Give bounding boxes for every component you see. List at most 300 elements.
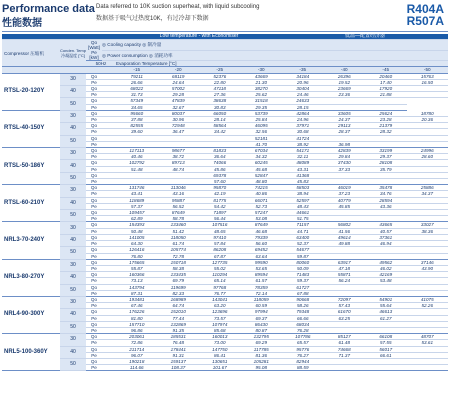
pe-label: Pe [86, 290, 102, 296]
pe-value: 53.61 [407, 340, 449, 346]
qo-value: 35478 [365, 185, 407, 191]
pe-value: 72.14 [241, 290, 283, 296]
pe-value: 59.87 [282, 253, 324, 259]
pe-value: 67.46 [116, 303, 158, 309]
pe-value: 53.08 [241, 216, 283, 222]
pe-value: 17.40 [365, 79, 407, 85]
pe-value: 66.66 [282, 315, 324, 321]
qo-value: 117113 [116, 148, 158, 154]
pe-value: 43.16 [158, 191, 200, 197]
qo-value: 118689 [116, 197, 158, 203]
pe-value: 28.60 [407, 154, 449, 160]
qo-value: 98677 [158, 148, 200, 154]
pe-label: Pe [86, 117, 102, 123]
pe-value: 114.66 [116, 365, 158, 371]
qo-value: 79339 [241, 234, 283, 240]
qo-value: 86430 [241, 321, 283, 327]
pe-value: 41.56 [324, 228, 366, 234]
qo-value: 80037 [158, 110, 200, 116]
cond-temp-value: 50 [60, 247, 86, 259]
qo-label: Qo [86, 334, 102, 340]
page-header [0, 0, 450, 34]
qo-label: Qo [86, 197, 102, 203]
pe-label: Pe [86, 303, 102, 309]
qo-value: 82944 [282, 358, 324, 364]
qo-value: 90668 [282, 296, 324, 302]
qo-value: 37971 [282, 123, 324, 129]
pe-label: Pe [86, 129, 102, 135]
qo-value: 95660 [116, 110, 158, 116]
qo-row [2, 160, 448, 166]
qo-value: 119699 [158, 284, 200, 290]
pe-value: 38.36 [407, 228, 449, 234]
cond-temp-value: 30 [60, 185, 86, 197]
pe-value: 61.57 [241, 278, 283, 284]
qo-value: 175665 [116, 259, 158, 265]
pe-label: Pe [86, 340, 102, 346]
qo-label: Qo [86, 321, 102, 327]
pe-value: 62.89 [116, 216, 158, 222]
pe-value: 38.92 [282, 141, 324, 147]
qo-value: 47839 [158, 98, 200, 104]
pe-value: 45.86 [199, 166, 241, 172]
model-name: NRL4-90-300Y [2, 296, 60, 333]
cond-temp-value: 30 [60, 110, 86, 122]
qo-value: 143794 [116, 284, 158, 290]
cond-temp-value: 40 [60, 346, 86, 358]
pe-value: 61.74 [158, 241, 200, 247]
pe-value: 50.48 [116, 228, 158, 234]
qo-label: Qo [86, 110, 102, 116]
qo-value: 46019 [324, 185, 366, 191]
pe-value: 73.13 [116, 278, 158, 284]
qo-label: Qo [86, 259, 102, 265]
pe-value: 76.80 [116, 253, 158, 259]
cond-temp-header: Conden. Temp 冷凝温度 [°C] [60, 40, 86, 67]
header-divider [2, 31, 448, 32]
cond-temp-value: 50 [60, 210, 86, 222]
pe-value: 57.43 [324, 303, 366, 309]
band-right-label: 低温—配置经济器 [282, 34, 448, 40]
qo-value: 37146 [407, 259, 449, 265]
pe-value: 40.57 [365, 228, 407, 234]
model-name: RTSL-20-120Y [2, 73, 60, 110]
qo-value: 105774 [158, 247, 200, 253]
pe-value: 29.37 [365, 154, 407, 160]
qo-label: Qo [86, 272, 102, 278]
pe-value: 57.37 [116, 203, 158, 209]
qo-value: 107516 [199, 222, 241, 228]
qo-value: 41724 [282, 135, 324, 141]
pe-value: 23.36 [324, 92, 366, 98]
pe-value: 69.29 [241, 340, 283, 346]
pe-value: 25.84 [241, 117, 283, 123]
qo-value: 127735 [199, 259, 241, 265]
qo-value: 54901 [365, 296, 407, 302]
qo-label: Qo [86, 358, 102, 364]
pe-value: 34.42 [199, 129, 241, 135]
pe-value: 63.25 [324, 315, 366, 321]
frequency-header: 50Hz [86, 61, 116, 67]
pe-label: Pe [86, 228, 102, 234]
qo-value: 55871 [324, 272, 366, 278]
evap-temp-cell: -50 [407, 67, 449, 73]
pe-value: 57.60 [199, 179, 241, 185]
qo-label: Qo [86, 185, 102, 191]
model-name: RTSL-40-150Y [2, 110, 60, 147]
pe-value: 30.83 [199, 104, 241, 110]
pe-value: 46.68 [241, 228, 283, 234]
refrigerant-2: R507A [406, 14, 444, 28]
qo-row [2, 73, 448, 79]
pe-value: 81.80 [116, 315, 158, 321]
qo-value: 72097 [324, 296, 366, 302]
cond-temp-value: 30 [60, 73, 86, 85]
pe-value: 81.36 [241, 352, 283, 358]
pe-label: Pe [86, 141, 102, 147]
pe-value: 58.78 [158, 216, 200, 222]
pe-value: 55.64 [365, 303, 407, 309]
pe-value: 37.23 [324, 191, 366, 197]
qo-value: 43665 [365, 222, 407, 228]
qo-value: 118050 [158, 234, 200, 240]
qo-value: 61727 [282, 284, 324, 290]
qo-value: 141005 [116, 234, 158, 240]
qo-label: Qo [86, 234, 102, 240]
pe-label: Pe [86, 327, 102, 333]
pe-label: Pe [86, 166, 102, 172]
cond-temp-value: 50 [60, 321, 86, 333]
pe-value: 76.27 [282, 352, 324, 358]
pe-value: 77.44 [158, 315, 200, 321]
pe-value: 66.61 [365, 352, 407, 358]
pe-value: 34.65 [116, 104, 158, 110]
model-name: NRL3-70-240Y [2, 222, 60, 259]
pe-value: 61.27 [365, 315, 407, 321]
pe-value: 51.75 [282, 216, 324, 222]
qo-value: 147750 [199, 346, 241, 352]
pe-value: 30.68 [282, 129, 324, 135]
pe-value: 47.18 [324, 265, 366, 271]
qo-value: 49562 [365, 259, 407, 265]
qo-value: 95870 [199, 185, 241, 191]
pe-value: 43.31 [282, 166, 324, 172]
qo-value: 74668 [324, 346, 366, 352]
qo-value: 58564 [199, 123, 241, 129]
qo-value: 132869 [158, 321, 200, 327]
qo-value: 42839 [324, 148, 366, 154]
qo-value: 63400 [282, 234, 324, 240]
qo-value: 48089 [282, 160, 324, 166]
qo-value: 49614 [324, 234, 366, 240]
pe-value: 56.44 [199, 216, 241, 222]
pe-value: 24.37 [324, 117, 366, 123]
qo-value: 23669 [324, 86, 366, 92]
pe-value: 31.73 [116, 92, 158, 98]
cond-temp-value: 40 [60, 86, 86, 98]
pe-value: 53.65 [241, 265, 283, 271]
qo-value: 66071 [241, 197, 283, 203]
pe-value: 46.02 [365, 265, 407, 271]
qo-row [2, 272, 448, 278]
qo-label: Qo [86, 148, 102, 154]
title-cn: 性能数据 [2, 18, 42, 29]
pe-value: 65.57 [282, 340, 324, 346]
pe-value: 40.46 [116, 154, 158, 160]
qo-value: 87649 [241, 222, 283, 228]
qo-value: 38270 [241, 86, 283, 92]
qo-value: 154393 [116, 222, 158, 228]
qo-value: 82555 [116, 123, 158, 129]
qo-value: 185531 [158, 334, 200, 340]
compressor-header: Compressor 压缩机 [2, 40, 60, 67]
cond-temp-value: 50 [60, 98, 86, 110]
qo-label: Qo [86, 296, 102, 302]
qo-value: 78359 [241, 284, 283, 290]
pe-value: 73.57 [199, 315, 241, 321]
qo-value: 33027 [407, 222, 449, 228]
pe-value: 41.70 [241, 141, 283, 147]
qo-value: 113046 [158, 185, 200, 191]
pe-value: 22.80 [199, 79, 241, 85]
qo-value: 66050 [199, 110, 241, 116]
pe-value: 65.14 [199, 278, 241, 284]
legend-qo: ◎ Cooling capacity ◎ 制冷量 [102, 40, 448, 51]
model-name: NRL5-100-360Y [2, 334, 60, 371]
qo-row [2, 259, 448, 265]
qo-value: 176226 [116, 309, 158, 315]
qo-label: Qo [86, 284, 102, 290]
pe-value: 36.98 [324, 141, 366, 147]
qo-value: 79348 [282, 309, 324, 315]
legend-pe: ◎ Power consumption ◎ 消耗功率 [102, 50, 448, 61]
qo-value: 159137 [158, 358, 200, 364]
refrigerant-1: R404A [406, 2, 444, 16]
pe-value: 91.35 [158, 327, 200, 333]
pe-value: 88.59 [282, 365, 324, 371]
pe-value: 56.24 [324, 278, 366, 284]
pe-value: 101.67 [199, 365, 241, 371]
qo-label: Qo [86, 346, 102, 352]
evap-temp-cell: -35 [282, 67, 324, 73]
qo-value: 68119 [158, 73, 200, 79]
qo-row [2, 234, 448, 240]
qo-value: 89594 [241, 272, 283, 278]
pe-value: 32.56 [241, 129, 283, 135]
qo-value: 105281 [241, 358, 283, 364]
pe-value: 63.64 [241, 253, 283, 259]
pe-value: 69.37 [241, 315, 283, 321]
qo-value: 60245 [241, 160, 283, 166]
pe-value: 76.77 [199, 290, 241, 296]
pe-value: 35.79 [365, 166, 407, 172]
pe-value: 87.31 [116, 290, 158, 296]
qo-value: 21379 [365, 123, 407, 129]
pe-value: 40.86 [241, 191, 283, 197]
pe-value: 36.47 [158, 129, 200, 135]
pe-value: 28.15 [282, 104, 324, 110]
qo-value: 97768 [199, 284, 241, 290]
qo-value: 25624 [365, 110, 407, 116]
cond-temp-value: 30 [60, 296, 86, 308]
qo-value: 53739 [241, 110, 283, 116]
pe-value: 52.37 [282, 241, 324, 247]
pe-value: 43.90 [407, 265, 449, 271]
qo-value: 97994 [241, 309, 283, 315]
pe-value [324, 365, 366, 371]
pe-value: 73.00 [199, 340, 241, 346]
pe-value: 64.74 [158, 303, 200, 309]
qo-value: 58503 [282, 185, 324, 191]
evap-temp-cell: -20 [158, 67, 200, 73]
qo-value: 86208 [199, 247, 241, 253]
qo-value: 42864 [282, 110, 324, 116]
pe-value: 85.68 [199, 327, 241, 333]
qo-label: Qo [86, 135, 102, 141]
qo-value: 71897 [199, 210, 241, 216]
pe-value: 21.30 [241, 79, 283, 85]
pe-label: Pe [86, 79, 102, 85]
pe-value: 45.85 [324, 203, 366, 209]
qo-value: 37361 [365, 234, 407, 240]
cond-temp-value: 40 [60, 309, 86, 321]
pe-value: 27.36 [199, 92, 241, 98]
qo-row [2, 148, 448, 154]
qo-label: Qo [86, 73, 102, 79]
pe-value: 43.41 [116, 191, 158, 197]
pe-value: 86.41 [199, 352, 241, 358]
pe-value: 64.30 [116, 241, 158, 247]
pe-value: 37.33 [324, 166, 366, 172]
note-en: Data referred to 10K suction superheat, with liquid subcooling [96, 4, 260, 10]
qo-value: 56017 [365, 346, 407, 352]
pe-value: 32.67 [158, 104, 200, 110]
pe-value: 21.88 [365, 92, 407, 98]
qo-value: 123696 [199, 309, 241, 315]
qo-value: 74066 [199, 160, 241, 166]
performance-table [2, 34, 448, 371]
qo-value: 72948 [158, 123, 200, 129]
qo-label: Qo [86, 160, 102, 166]
qo-value: 37430 [324, 160, 366, 166]
pe-value: 72.86 [116, 340, 158, 346]
qo-value: 54171 [282, 148, 324, 154]
qo-value: 57002 [158, 86, 200, 92]
qo-value: 107974 [199, 321, 241, 327]
qo-value: 15763 [407, 73, 449, 79]
band-left-label: Low temperature - with Economiser [116, 34, 282, 40]
qo-value: 28108 [365, 160, 407, 166]
pe-value: 24.96 [282, 117, 324, 123]
pe-value: 71.37 [324, 352, 366, 358]
qo-value: 44661 [282, 210, 324, 216]
pe-value: 20.96 [282, 79, 324, 85]
qo-value: 85127 [324, 334, 366, 340]
qo-value: 24996 [407, 148, 449, 154]
pe-value: 37.88 [116, 117, 158, 123]
pe-value: 29.84 [324, 154, 366, 160]
pe-value: 52.73 [241, 203, 283, 209]
pe-value: 63.20 [199, 303, 241, 309]
qo-value: 18780 [407, 110, 449, 116]
qo-value: 56802 [324, 222, 366, 228]
qo-value: 31518 [241, 98, 283, 104]
cond-temp-value: 30 [60, 222, 86, 234]
pe-label: Pe [86, 191, 102, 197]
qo-value: 160013 [199, 334, 241, 340]
qo-label: Qo [86, 309, 102, 315]
note-cn: 数据基于吸气过热度10K，有过冷却下数据 [96, 16, 209, 22]
qo-value: 107786 [282, 334, 324, 340]
qo-value: 178441 [158, 346, 200, 352]
qo-value: 52376 [199, 73, 241, 79]
pe-value: 57.55 [365, 340, 407, 346]
pe-value: 54.42 [199, 203, 241, 209]
pe-label: Pe [86, 241, 102, 247]
pe-value: 25.62 [241, 92, 283, 98]
evap-temp-cell: -30 [241, 67, 283, 73]
pe-value: 28.37 [324, 129, 366, 135]
qo-value: 38638 [199, 98, 241, 104]
pe-value: 45.68 [241, 166, 283, 172]
qo-value: 74215 [241, 185, 283, 191]
pe-label: Pe [86, 104, 102, 110]
pe-value: 58.26 [282, 303, 324, 309]
qo-label: Qo [86, 98, 102, 104]
qo-value: 46613 [365, 309, 407, 315]
model-name: RTSL-60-210Y [2, 185, 60, 222]
qo-value: 152010 [158, 309, 200, 315]
qo-value: 118059 [241, 296, 283, 302]
pe-value: 76.28 [282, 327, 324, 333]
qo-value: 109457 [116, 210, 158, 216]
pe-label: Pe [86, 154, 102, 160]
pe-value [407, 365, 449, 371]
pe-value: 46.94 [365, 241, 407, 247]
pe-label: Pe [86, 278, 102, 284]
pe-value: 69.79 [158, 278, 200, 284]
qo-value: 20460 [365, 73, 407, 79]
pe-value: 34.32 [241, 154, 283, 160]
pe-value: 96.07 [116, 352, 158, 358]
cond-temp-value: 40 [60, 160, 86, 172]
pe-value: 29.28 [158, 92, 200, 98]
pe-value: 45.83 [282, 179, 324, 185]
qo-value: 63917 [324, 259, 366, 265]
qo-value: 110294 [199, 272, 241, 278]
qo-value: 17920 [365, 86, 407, 92]
pe-value: 36.64 [199, 154, 241, 160]
pe-value: 42.19 [199, 191, 241, 197]
evap-temp-header: Evaporation Temperature [°C] [116, 61, 448, 67]
pe-value: 30.96 [158, 117, 200, 123]
pe-label: Pe [86, 253, 102, 259]
cond-temp-value: 30 [60, 148, 86, 160]
qo-row [2, 296, 448, 302]
qo-value: 81775 [199, 197, 241, 203]
qo-value: 69452 [241, 247, 283, 253]
cond-temp-value: 50 [60, 284, 86, 296]
cond-temp-value: 30 [60, 334, 86, 346]
qo-value: 43669 [241, 73, 283, 79]
cond-temp-value: 30 [60, 259, 86, 271]
pe-value: 58.38 [158, 265, 200, 271]
pe-value: 44.71 [282, 228, 324, 234]
pe-value: 26.66 [116, 79, 158, 85]
qo-label: Qo [86, 172, 102, 178]
qo-row [2, 123, 448, 129]
qo-value: 69378 [199, 172, 241, 178]
